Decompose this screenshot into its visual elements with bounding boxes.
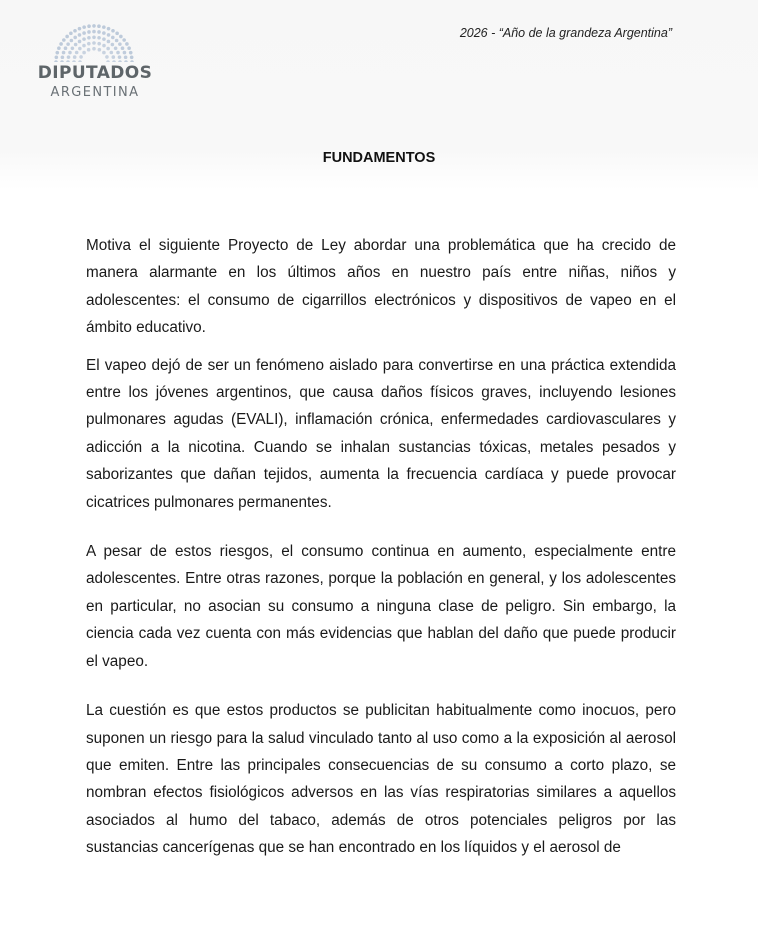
- dome-dot: [105, 55, 109, 59]
- dome-dot: [82, 37, 86, 41]
- dome-dot: [116, 51, 120, 55]
- dome-dot: [97, 24, 101, 28]
- dome-dot: [62, 38, 66, 42]
- paragraph-2: El vapeo dejó de ser un fenómeno aislado para convertirse en una práctica extendida entre los jóvenes argentinos, que causa daños físicos graves, incluyendo lesiones pulmonares agudas (EVALI), inflamación crónica, enfermedades cardiovasculares y adicción a la nicotina. Cuando se inhalan sustancias tóxicas, metales pesados y saborizantes que dañan tejidos, aumenta la frecuencia cardíaca y puede provocar cicatrices pulmonares permanentes.: [86, 356, 676, 511]
- dome-dot: [64, 46, 68, 50]
- document-title: FUNDAMENTOS: [322, 150, 436, 166]
- dome-dot: [78, 33, 82, 37]
- header-motto: 2026 - “Año de la grandeza Argentina”: [459, 26, 672, 40]
- dome-dot: [82, 25, 86, 29]
- dome-dot: [112, 55, 116, 59]
- dome-dot: [123, 51, 127, 55]
- dome-dot: [97, 30, 101, 34]
- logo-subtitle: ARGENTINA: [50, 85, 140, 100]
- dome-dot: [124, 55, 128, 59]
- paragraph-1: Motiva el siguiente Proyecto de Ley abordar una problemática que ha crecido de manera alarmante en los últimos años en nuestro país entre niñas, niños y adolescentes: el consumo de cigarrillos electrónicos y dispositivos de vapeo en el ámbito educativo.: [86, 237, 676, 337]
- paragraph-3: A pesar de estos riesgos, el consumo continua en aumento, especialmente entre adolescentes. Entre otras razones, porque la población en general, y los adolescentes en particular, no asocian su consumo a ninguna clase de peligro. Sin embargo, la ciencia cada vez cuenta con más evidencias que hablan del daño que puede producir el vapeo.: [86, 543, 676, 670]
- dome-dot: [78, 40, 82, 44]
- dome-dot: [102, 25, 106, 29]
- dome-dot: [73, 55, 77, 59]
- dome-dot: [115, 39, 119, 43]
- dome-dot: [111, 43, 115, 47]
- dome-dot: [78, 60, 82, 62]
- logo-title: DIPUTADOS: [37, 63, 153, 83]
- dome-dot: [70, 39, 74, 43]
- dome-dot: [78, 47, 82, 51]
- dome-dot: [62, 51, 66, 55]
- dome-dot: [57, 46, 61, 50]
- dome-dot: [87, 36, 91, 40]
- dome-dot: [118, 55, 122, 59]
- dome-dot: [118, 42, 122, 46]
- dome-dot: [78, 27, 82, 31]
- dome-dot: [55, 51, 59, 55]
- dome-dot: [87, 42, 91, 46]
- dome-dot: [102, 51, 106, 55]
- congress-dome-icon: [40, 18, 148, 62]
- dome-dot: [129, 51, 133, 55]
- dome-dot: [75, 51, 79, 55]
- dome-dot: [87, 48, 91, 52]
- paragraph-4: La cuestión es que estos productos se publicitan habitualmente como inocuos, pero suponen un riesgo para la salud vinculado tanto al uso como a la exposición al aerosol que emiten. Entre las principales consecuencias de su consumo a corto plazo, se nombran efectos fisiológicos adversos en las vías respiratorias similares a aquellos asociados al humo del tabaco, además de otros potenciales peligros por las sustancias cancerígenas que se han encontrado en los líquidos y el aerosol de: [86, 702, 676, 857]
- dome-dot: [68, 51, 72, 55]
- dome-dot: [65, 35, 69, 39]
- dome-dot: [67, 55, 71, 59]
- dome-dot: [107, 40, 111, 44]
- dome-dot: [106, 47, 110, 51]
- dome-dot: [87, 30, 91, 34]
- dome-dot: [121, 46, 125, 50]
- dome-dot: [73, 36, 77, 40]
- document-body: [86, 232, 676, 862]
- dome-dot: [66, 60, 70, 62]
- dome-dot: [115, 32, 119, 36]
- dome-dot: [125, 42, 129, 46]
- dome-dot: [97, 42, 101, 46]
- dome-dot: [112, 60, 116, 62]
- dome-dot: [107, 27, 111, 31]
- dome-dot: [122, 38, 126, 42]
- dome-dot: [114, 46, 118, 50]
- dome-dot: [92, 41, 96, 45]
- dome-dot: [124, 60, 128, 62]
- dome-dot: [102, 31, 106, 35]
- dome-dot: [130, 60, 134, 62]
- dome-dot: [74, 43, 78, 47]
- diputados-logo: [28, 18, 160, 108]
- dome-dot: [82, 44, 86, 48]
- dome-dot: [60, 60, 64, 62]
- dome-dot: [119, 35, 123, 39]
- dome-dot: [59, 42, 63, 46]
- dome-dot: [87, 24, 91, 28]
- dome-dot: [110, 51, 114, 55]
- dome-dot: [71, 46, 75, 50]
- dome-dot: [79, 55, 83, 59]
- dome-dot: [92, 24, 96, 28]
- dome-dot: [73, 29, 77, 33]
- dome-dot: [61, 55, 65, 59]
- dome-dot: [130, 55, 134, 59]
- dome-dot: [54, 60, 58, 62]
- dome-dot: [102, 37, 106, 41]
- dome-dot: [55, 55, 59, 59]
- dome-dot: [111, 36, 115, 40]
- dome-dot: [118, 60, 122, 62]
- dome-dot: [98, 48, 102, 52]
- dome-dot: [107, 33, 111, 37]
- dome-dot: [66, 42, 70, 46]
- dome-dot: [92, 30, 96, 34]
- dome-dot: [127, 46, 131, 50]
- dome-dot: [82, 31, 86, 35]
- dome-dot: [92, 47, 96, 51]
- dome-dot: [69, 32, 73, 36]
- dome-dot: [106, 60, 110, 62]
- dome-dot: [111, 29, 115, 33]
- dome-dot: [92, 36, 96, 40]
- dome-dot: [82, 51, 86, 55]
- dome-dot: [97, 36, 101, 40]
- dome-dot: [102, 44, 106, 48]
- dome-dot: [72, 60, 76, 62]
